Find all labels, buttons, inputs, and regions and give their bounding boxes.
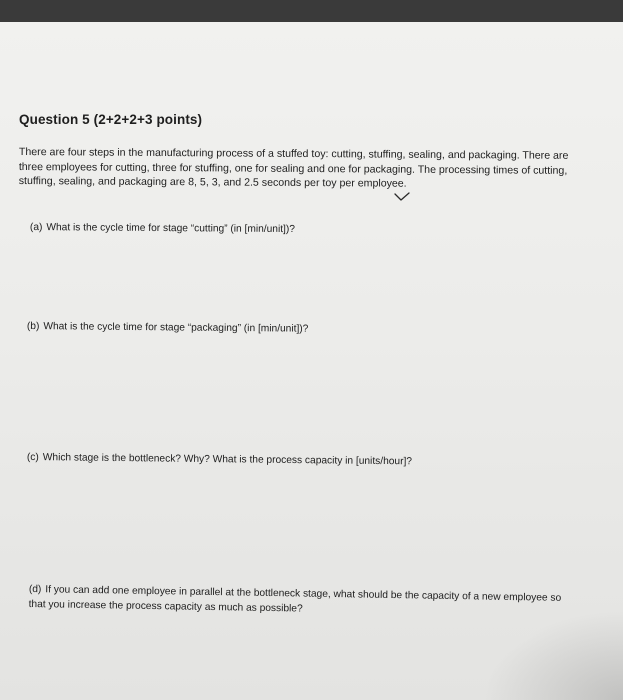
sub-question-label: (c) (26, 451, 39, 464)
top-dark-edge (0, 0, 623, 22)
sub-question-text: Which stage is the bottleneck? Why? What is the process capacity in [units/hour]? (42, 452, 413, 468)
sub-question-text: What is the cycle time for stage “cutting” (in [min/unit])? (46, 222, 295, 236)
question-title: Question 5 (2+2+2+3 points) (19, 112, 203, 127)
sub-question-label: (a) (29, 221, 43, 234)
question-intro: There are four steps in the manufacturing process of a stuffed toy: cutting, stuffing, sealing, and packaging. There are three employees for cutting, three for stuffing, one for sealing and one for packaging. The processing times of cutting, stuffing, sealing, and packaging are 8, 5, 3, and 2.5 seconds per toy per employee. (18, 145, 569, 190)
sub-question-label: (d) (28, 583, 42, 596)
handwritten-check-mark (394, 192, 410, 202)
sub-question-text: What is the cycle time for stage “packaging” (in [min/unit])? (43, 321, 309, 335)
sub-question-b (27, 320, 309, 337)
sub-question-a (30, 221, 295, 238)
sub-question-text: If you can add one employee in parallel at the bottleneck stage, what should be the capacity of a new employee so that you increase the process capacity as much as possible? (28, 584, 562, 615)
sub-question-label: (b) (26, 320, 40, 333)
page-shadow (483, 610, 623, 700)
